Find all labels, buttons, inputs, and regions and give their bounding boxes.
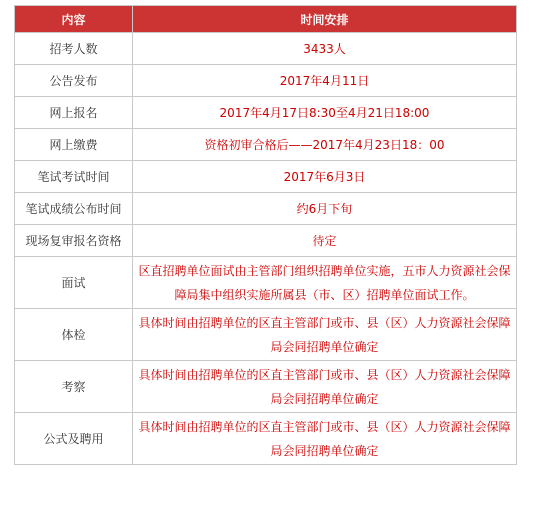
row-value: 2017年4月17日8:30至4月21日18:00 <box>133 97 517 129</box>
table-row <box>15 65 517 97</box>
row-value: 区直招聘单位面试由主管部门组织招聘单位实施，五市人力资源社会保障局集中组织实施所属县（市、区）招聘单位面试工作。 <box>133 257 517 309</box>
row-label: 考察 <box>15 361 133 413</box>
row-value: 2017年4月11日 <box>133 65 517 97</box>
row-label: 现场复审报名资格 <box>15 225 133 257</box>
row-label: 公告发布 <box>15 65 133 97</box>
row-value: 具体时间由招聘单位的区直主管部门或市、县（区）人力资源社会保障局会同招聘单位确定 <box>133 361 517 413</box>
table-row <box>15 257 517 309</box>
row-label: 体检 <box>15 309 133 361</box>
row-value: 具体时间由招聘单位的区直主管部门或市、县（区）人力资源社会保障局会同招聘单位确定 <box>133 309 517 361</box>
row-value: 3433人 <box>133 33 517 65</box>
table-row <box>15 413 517 465</box>
row-label: 笔试成绩公布时间 <box>15 193 133 225</box>
table-row <box>15 129 517 161</box>
table-row <box>15 97 517 129</box>
row-label: 网上报名 <box>15 97 133 129</box>
row-value: 资格初审合格后——2017年4月23日18：00 <box>133 129 517 161</box>
row-label: 招考人数 <box>15 33 133 65</box>
table-row <box>15 225 517 257</box>
row-value: 2017年6月3日 <box>133 161 517 193</box>
table-row <box>15 161 517 193</box>
table-header-row <box>15 6 517 33</box>
header-time: 时间安排 <box>133 6 517 33</box>
table-row <box>15 361 517 413</box>
row-value: 约6月下旬 <box>133 193 517 225</box>
row-value: 具体时间由招聘单位的区直主管部门或市、县（区）人力资源社会保障局会同招聘单位确定 <box>133 413 517 465</box>
row-label: 网上缴费 <box>15 129 133 161</box>
schedule-table <box>14 5 517 465</box>
row-value: 待定 <box>133 225 517 257</box>
table-row <box>15 33 517 65</box>
table-row <box>15 193 517 225</box>
table-row <box>15 309 517 361</box>
header-item: 内容 <box>15 6 133 33</box>
row-label: 面试 <box>15 257 133 309</box>
row-label: 笔试考试时间 <box>15 161 133 193</box>
row-label: 公式及聘用 <box>15 413 133 465</box>
